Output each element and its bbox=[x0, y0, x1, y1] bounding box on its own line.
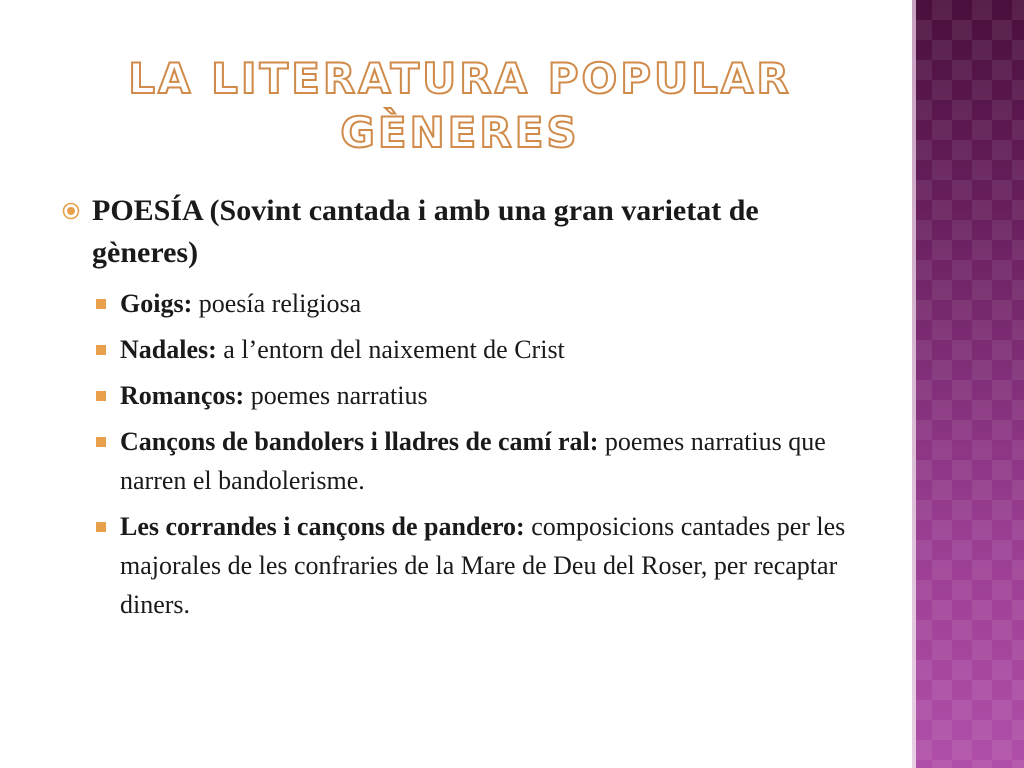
genre-description: poesía religiosa bbox=[192, 289, 362, 318]
list-item bbox=[96, 376, 862, 415]
genre-description: poemes narratius que narren el bandolerisme. bbox=[120, 427, 826, 495]
square-bullet-icon bbox=[96, 345, 106, 355]
genre-term: Nadales: bbox=[120, 335, 217, 364]
slide-content bbox=[62, 190, 862, 631]
genre-term: Romanços: bbox=[120, 381, 245, 410]
list-item bbox=[96, 507, 862, 624]
list-item bbox=[96, 330, 862, 369]
square-bullet-icon bbox=[96, 391, 106, 401]
genre-description: composicions cantades per les majorales de les confraries de la Mare de Deu del Roser, per recaptar diners. bbox=[120, 512, 846, 619]
genre-list bbox=[62, 284, 862, 624]
list-item bbox=[96, 284, 862, 323]
poetry-heading: POESÍA (Sovint cantada i amb una gran varietat de gèneres) bbox=[92, 194, 759, 269]
decorative-side-band bbox=[912, 0, 1024, 768]
list-item bbox=[96, 422, 862, 500]
bullet-level-1 bbox=[62, 190, 862, 274]
square-bullet-icon bbox=[96, 299, 106, 309]
genre-description: a l’entorn del naixement de Crist bbox=[216, 335, 565, 364]
genre-term: Cançons de bandolers i lladres de camí ral: bbox=[120, 427, 599, 456]
target-bullet-icon bbox=[62, 202, 80, 220]
genre-description: poemes narratius bbox=[244, 381, 428, 410]
square-bullet-icon bbox=[96, 522, 106, 532]
genre-term: Goigs: bbox=[120, 289, 193, 318]
genre-term: Les corrandes i cançons de pandero: bbox=[120, 512, 525, 541]
title-line-2: GÈNERES bbox=[340, 108, 580, 157]
title-line-1: LA LITERATURA POPULAR bbox=[128, 54, 792, 103]
slide-title bbox=[60, 52, 860, 160]
square-bullet-icon bbox=[96, 437, 106, 447]
